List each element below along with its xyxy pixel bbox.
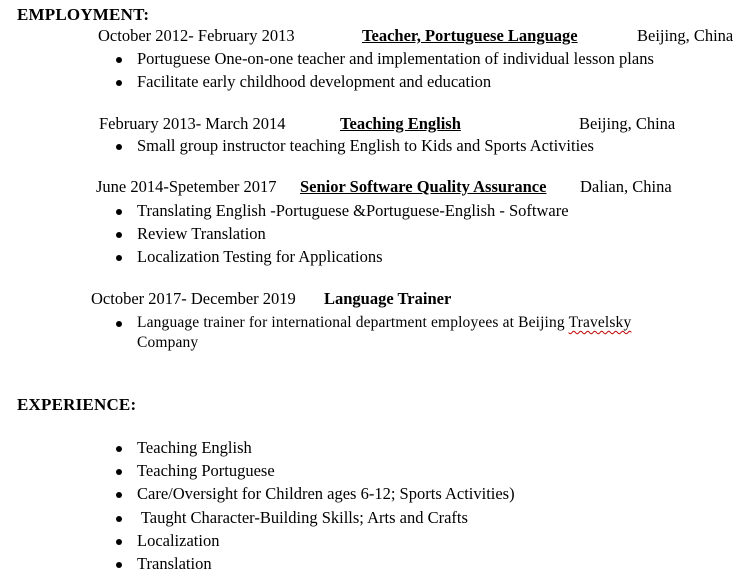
job-3-dates: June 2014-Spetember 2017 [96, 177, 277, 196]
job-1-dates: October 2012- February 2013 [98, 26, 295, 45]
job-1-title: Teacher, Portuguese Language [362, 26, 578, 45]
bullet-icon [116, 255, 122, 261]
bullet-icon [116, 469, 122, 475]
job-2-bullet-1: Small group instructor teaching English to Kids and Sports Activities [137, 136, 594, 155]
employment-heading: EMPLOYMENT: [17, 5, 150, 24]
bullet-icon [116, 57, 122, 63]
experience-item: Teaching Portuguese [137, 461, 275, 480]
experience-heading: EXPERIENCE: [17, 395, 137, 414]
job-4-bullet-1-continued: Company [137, 334, 199, 351]
job-4-bullet-1-text: Language trainer for international department employees at Beijing [137, 314, 569, 331]
experience-item: Localization [137, 531, 220, 550]
bullet-icon [116, 562, 122, 568]
job-3-location: Dalian, China [580, 177, 672, 196]
bullet-icon [116, 232, 122, 238]
bullet-icon [116, 144, 122, 150]
job-4-title: Language Trainer [324, 289, 452, 308]
experience-item: Translation [137, 554, 212, 573]
bullet-icon [116, 492, 122, 498]
job-1-location: Beijing, China [637, 26, 734, 45]
bullet-icon [116, 321, 122, 327]
bullet-icon [116, 539, 122, 545]
job-1-bullet-1: Portuguese One-on-one teacher and implementation of individual lesson plans [137, 49, 654, 68]
job-3-bullet-3: Localization Testing for Applications [137, 247, 383, 266]
experience-item: Care/Oversight for Children ages 6-12; Sports Activities) [137, 484, 515, 503]
bullet-icon [116, 516, 122, 522]
spelling-flag-word: Travelsky [568, 314, 632, 331]
job-2-location: Beijing, China [579, 114, 676, 133]
job-4-dates: October 2017- December 2019 [91, 289, 296, 308]
job-1-bullet-2: Facilitate early childhood development and education [137, 72, 492, 91]
job-3-title: Senior Software Quality Assurance [300, 177, 547, 196]
job-3-bullet-1: Translating English -Portuguese &Portuguese-English - Software [137, 201, 569, 220]
job-3-bullet-2: Review Translation [137, 224, 266, 243]
job-4-bullet-1 [137, 313, 631, 333]
job-2-dates: February 2013- March 2014 [99, 114, 286, 133]
bullet-icon [116, 80, 122, 86]
experience-item: Taught Character-Building Skills; Arts and Crafts [137, 508, 468, 527]
bullet-icon [116, 209, 122, 215]
job-2-title: Teaching English [340, 114, 461, 133]
experience-item: Teaching English [137, 438, 252, 457]
bullet-icon [116, 446, 122, 452]
